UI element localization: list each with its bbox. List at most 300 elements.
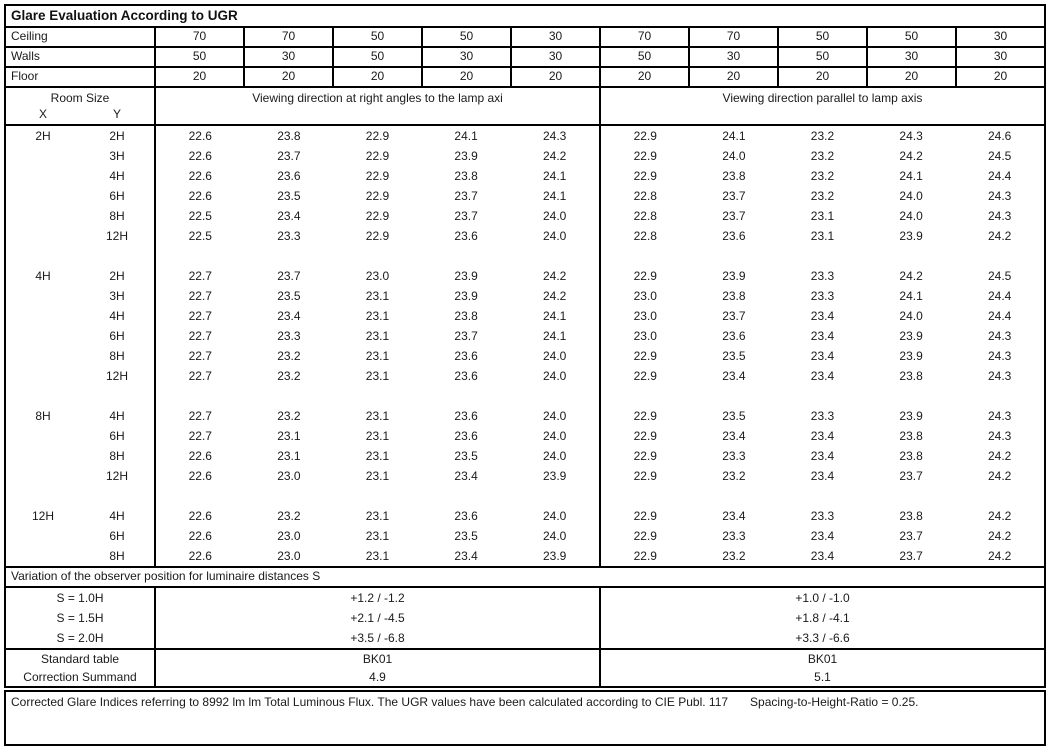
ugr-value-cell: 24.1 (542, 309, 567, 323)
ugr-value-cell: 22.9 (633, 149, 657, 163)
ugr-value-cell: 23.7 (899, 469, 923, 483)
parallel-values (599, 386, 1044, 406)
ugr-value-cell (156, 486, 245, 506)
ugr-value-cell: 23.8 (277, 129, 301, 143)
surface-row-floor (6, 68, 1044, 88)
ugr-value-cell: 23.6 (722, 229, 746, 243)
ugr-value-cell: 22.9 (633, 269, 657, 283)
ugr-value-cell: 23.3 (810, 289, 835, 303)
ugr-value-cell: 23.1 (365, 449, 390, 463)
parallel-values (599, 366, 1044, 386)
ugr-value-cell (778, 246, 867, 266)
room-x-label (6, 206, 80, 226)
ugr-value-cell: 24.3 (987, 349, 1012, 363)
room-x-label: 4H (35, 269, 51, 283)
ugr-value-cell (955, 486, 1044, 506)
ugr-value-cell: 23.7 (899, 549, 923, 563)
room-size-cell (6, 88, 154, 124)
ugr-value-cell: 22.9 (365, 229, 390, 243)
ugr-value-cell: 24.4 (987, 169, 1012, 183)
ugr-value-cell: 22.7 (188, 429, 212, 443)
room-y-label: 4H (109, 169, 125, 183)
ugr-value-cell: 23.7 (454, 209, 478, 223)
ugr-value-cell: 24.2 (542, 149, 567, 163)
ugr-value-cell: 23.1 (365, 549, 390, 563)
room-y-label: 8H (109, 549, 125, 563)
ugr-value-cell: 23.6 (454, 369, 478, 383)
ugr-value-cell: 23.3 (810, 269, 835, 283)
surface-row-walls (6, 48, 1044, 68)
ugr-row (6, 226, 1044, 246)
ugr-value-cell: 23.0 (633, 289, 657, 303)
ugr-value-cell: 22.7 (188, 349, 212, 363)
ugr-value-cell: 23.1 (365, 349, 390, 363)
ugr-value-cell: 24.4 (987, 309, 1012, 323)
ugr-value-cell: 23.8 (899, 449, 923, 463)
ugr-value-cell: 24.2 (542, 269, 567, 283)
surface-value-cell: 50 (154, 48, 243, 66)
ugr-value-cell: 22.6 (188, 529, 212, 543)
surface-label: Ceiling (11, 29, 48, 43)
ugr-value-cell: 22.6 (188, 189, 212, 203)
surface-value-cell: 20 (510, 68, 599, 86)
right-angles-values (154, 486, 599, 506)
ugr-row (6, 166, 1044, 186)
right-angles-values (154, 406, 599, 426)
ugr-value-cell: 24.0 (542, 349, 567, 363)
ugr-value-cell: 22.6 (188, 149, 212, 163)
parallel-values (599, 506, 1044, 526)
ugr-table (4, 4, 1046, 688)
table-title: Glare Evaluation According to UGR (6, 6, 1044, 28)
ugr-value-cell: 22.7 (188, 309, 212, 323)
ugr-value-cell: 23.1 (365, 529, 390, 543)
ugr-value-cell: 22.8 (633, 189, 657, 203)
ugr-value-cell: 23.9 (899, 409, 923, 423)
room-y-label (80, 486, 154, 506)
ugr-value-cell: 23.4 (277, 309, 301, 323)
ugr-value-cell: 23.2 (722, 549, 746, 563)
parallel-values (599, 446, 1044, 466)
room-y-label: 3H (109, 289, 125, 303)
ugr-value-cell: 22.9 (633, 129, 657, 143)
room-y-label: 8H (109, 449, 125, 463)
ugr-value-cell: 24.3 (542, 129, 567, 143)
ugr-value-cell: 23.1 (810, 229, 835, 243)
xy-labels (6, 107, 154, 124)
ugr-value-cell: 22.9 (633, 529, 657, 543)
s-variation-value-right: +3.3 / -6.6 (599, 628, 1044, 648)
ugr-value-cell: 23.1 (810, 209, 835, 223)
ugr-value-cell: 24.0 (899, 309, 923, 323)
ugr-value-cell: 22.7 (188, 289, 212, 303)
ugr-value-cell: 22.9 (365, 209, 390, 223)
ugr-value-cell: 24.2 (987, 469, 1012, 483)
ugr-value-cell: 23.9 (454, 149, 478, 163)
ugr-value-cell: 23.6 (277, 169, 301, 183)
right-angles-values (154, 506, 599, 526)
parallel-values (599, 406, 1044, 426)
ugr-value-cell: 23.4 (722, 369, 746, 383)
ugr-value-cell: 23.1 (365, 469, 390, 483)
ugr-value-cell: 23.3 (810, 409, 835, 423)
room-y-label: 6H (109, 189, 125, 203)
ugr-row (6, 526, 1044, 546)
room-y-label: 8H (109, 349, 125, 363)
room-y-label: 12H (105, 229, 128, 243)
ugr-value-cell (955, 386, 1044, 406)
ugr-value-cell: 23.2 (277, 509, 301, 523)
ugr-value-cell (510, 386, 599, 406)
right-angles-values (154, 306, 599, 326)
ugr-value-cell: 24.3 (987, 329, 1012, 343)
ugr-value-cell: 23.1 (365, 509, 390, 523)
ugr-value-cell: 24.4 (987, 289, 1012, 303)
room-y-label: 12H (105, 369, 128, 383)
surface-value-cell: 20 (332, 68, 421, 86)
summary-rows (6, 650, 1044, 686)
ugr-row (6, 506, 1044, 526)
ugr-value-cell: 24.3 (899, 129, 923, 143)
right-angles-values (154, 206, 599, 226)
ugr-value-cell: 24.2 (987, 549, 1012, 563)
ugr-value-cell: 23.0 (633, 329, 657, 343)
ugr-value-cell: 24.1 (899, 289, 923, 303)
ugr-value-cell: 23.7 (454, 189, 478, 203)
ugr-value-cell: 23.9 (454, 289, 478, 303)
variation-rows (6, 588, 1044, 650)
s-variation-value-left: +1.2 / -1.2 (154, 588, 599, 608)
parallel-values (599, 246, 1044, 266)
spacing-to-height-ratio: Spacing-to-Height-Ratio = 0.25. (750, 695, 919, 709)
ugr-value-cell: 24.3 (987, 189, 1012, 203)
ugr-value-cell (778, 486, 867, 506)
ugr-value-cell: 23.3 (277, 229, 301, 243)
ugr-row (6, 466, 1044, 486)
ugr-value-cell (955, 246, 1044, 266)
ugr-row (6, 306, 1044, 326)
ugr-row (6, 246, 1044, 266)
ugr-value-cell: 23.4 (810, 309, 835, 323)
ugr-value-cell: 24.3 (987, 429, 1012, 443)
ugr-value-cell: 24.6 (987, 129, 1012, 143)
ugr-value-cell: 24.3 (987, 369, 1012, 383)
room-x-label (6, 226, 80, 246)
surface-value-cell: 30 (955, 28, 1044, 46)
correction-summand-row (6, 668, 1044, 686)
standard-table-row (6, 650, 1044, 668)
right-angles-values (154, 266, 599, 286)
ugr-value-cell (690, 386, 779, 406)
standard-table-value-right: BK01 (599, 650, 1044, 668)
ugr-value-cell: 23.2 (277, 349, 301, 363)
right-angles-values (154, 546, 599, 566)
ugr-value-cell: 23.8 (899, 369, 923, 383)
ugr-value-cell: 23.2 (810, 189, 835, 203)
ugr-value-cell: 23.4 (810, 429, 835, 443)
right-angles-values (154, 186, 599, 206)
ugr-value-cell: 24.5 (987, 269, 1012, 283)
ugr-value-cell: 23.2 (810, 129, 835, 143)
room-x-label (6, 306, 80, 326)
ugr-value-cell: 23.4 (722, 509, 746, 523)
s-distance-label: S = 1.5H (56, 611, 104, 625)
ugr-value-cell: 22.9 (633, 169, 657, 183)
ugr-value-cell: 24.1 (899, 169, 923, 183)
ugr-value-cell: 22.9 (633, 349, 657, 363)
parallel-values (599, 306, 1044, 326)
ugr-value-cell: 23.9 (542, 549, 567, 563)
right-angles-values (154, 526, 599, 546)
parallel-values (599, 146, 1044, 166)
ugr-value-cell: 22.8 (633, 209, 657, 223)
surface-value-cell: 20 (421, 68, 510, 86)
ugr-row (6, 366, 1044, 386)
surface-value-cell: 70 (154, 28, 243, 46)
surface-value-cell: 50 (866, 28, 955, 46)
surface-value-cell: 30 (510, 28, 599, 46)
ugr-value-cell: 23.2 (810, 169, 835, 183)
surface-value-cell: 20 (154, 68, 243, 86)
ugr-value-cell: 24.0 (542, 229, 567, 243)
ugr-row (6, 326, 1044, 346)
ugr-value-cell: 22.9 (365, 189, 390, 203)
right-angles-values (154, 126, 599, 146)
ugr-value-cell: 24.3 (987, 209, 1012, 223)
ugr-value-cell: 24.1 (722, 129, 746, 143)
room-size-header (6, 88, 1044, 126)
ugr-value-cell: 23.9 (899, 229, 923, 243)
ugr-value-cell: 23.2 (277, 409, 301, 423)
ugr-value-cell (690, 486, 779, 506)
room-x-label (6, 166, 80, 186)
ugr-value-cell: 23.6 (454, 409, 478, 423)
ugr-value-cell: 23.5 (722, 349, 746, 363)
ugr-value-cell: 23.4 (722, 429, 746, 443)
surface-value-cell: 20 (955, 68, 1044, 86)
right-angles-values (154, 346, 599, 366)
ugr-value-cell: 23.3 (722, 529, 746, 543)
s-variation-value-right: +1.8 / -4.1 (599, 608, 1044, 628)
ugr-value-cell: 23.5 (454, 449, 478, 463)
ugr-value-cell: 23.4 (810, 329, 835, 343)
ugr-value-cell: 24.5 (987, 149, 1012, 163)
correction-summand-value-right: 5.1 (599, 668, 1044, 686)
ugr-row (6, 266, 1044, 286)
right-angles-values (154, 466, 599, 486)
surface-value-cell: 70 (243, 28, 332, 46)
ugr-value-cell: 23.1 (365, 309, 390, 323)
ugr-value-cell: 23.9 (899, 349, 923, 363)
ugr-value-cell: 23.7 (454, 329, 478, 343)
ugr-value-cell: 22.8 (633, 229, 657, 243)
ugr-value-cell: 22.9 (633, 549, 657, 563)
ugr-row (6, 126, 1044, 146)
ugr-value-cell (156, 246, 245, 266)
room-x-label (6, 346, 80, 366)
ugr-value-cell: 24.0 (899, 189, 923, 203)
ugr-value-cell: 24.2 (987, 449, 1012, 463)
surface-rows (6, 28, 1044, 88)
ugr-data-area (6, 126, 1044, 568)
s-row (6, 608, 1044, 628)
ugr-value-cell (510, 486, 599, 506)
ugr-value-cell (422, 246, 511, 266)
s-variation-value-left: +2.1 / -4.5 (154, 608, 599, 628)
ugr-row (6, 286, 1044, 306)
surface-value-cell: 50 (777, 48, 866, 66)
ugr-value-cell: 22.6 (188, 509, 212, 523)
room-y-label (80, 246, 154, 266)
ugr-value-cell: 24.0 (542, 369, 567, 383)
ugr-row (6, 546, 1044, 566)
ugr-value-cell: 24.0 (542, 449, 567, 463)
surface-value-cell: 50 (599, 48, 688, 66)
ugr-value-cell: 23.9 (722, 269, 746, 283)
parallel-values (599, 466, 1044, 486)
ugr-value-cell: 23.8 (454, 309, 478, 323)
ugr-value-cell: 22.6 (188, 469, 212, 483)
parallel-values (599, 286, 1044, 306)
room-y-label: 4H (109, 309, 125, 323)
ugr-value-cell: 22.7 (188, 409, 212, 423)
ugr-value-cell: 23.5 (277, 289, 301, 303)
x-axis-label: X (38, 107, 47, 121)
ugr-value-cell: 23.7 (722, 189, 746, 203)
ugr-value-cell: 22.7 (188, 369, 212, 383)
ugr-value-cell: 23.0 (277, 549, 301, 563)
parallel-values (599, 126, 1044, 146)
ugr-value-cell: 23.1 (277, 449, 301, 463)
surface-label: Floor (11, 69, 39, 83)
room-y-label: 2H (109, 129, 125, 143)
ugr-value-cell: 22.5 (188, 229, 212, 243)
parallel-values (599, 526, 1044, 546)
room-y-label: 6H (109, 329, 125, 343)
ugr-value-cell: 23.1 (365, 369, 390, 383)
ugr-value-cell: 22.9 (633, 469, 657, 483)
surface-value-cell: 50 (332, 48, 421, 66)
ugr-value-cell: 23.7 (722, 309, 746, 323)
right-angles-values (154, 426, 599, 446)
ugr-value-cell: 23.0 (633, 309, 657, 323)
room-x-label (6, 486, 80, 506)
room-y-label: 2H (109, 269, 125, 283)
surface-value-cell: 30 (510, 48, 599, 66)
footer-text: Corrected Glare Indices referring to 8992 lm lm Total Luminous Flux. The UGR values have been calculated according to CIE Publ. 117 (11, 695, 729, 709)
ugr-value-cell: 24.2 (542, 289, 567, 303)
ugr-row (6, 146, 1044, 166)
ugr-value-cell (156, 386, 245, 406)
room-x-label (6, 546, 80, 566)
ugr-value-cell: 24.1 (542, 189, 567, 203)
parallel-values (599, 166, 1044, 186)
surface-value-cell: 50 (777, 28, 866, 46)
room-y-label: 4H (109, 409, 125, 423)
ugr-value-cell: 23.4 (810, 469, 835, 483)
ugr-value-cell: 23.1 (365, 429, 390, 443)
ugr-value-cell: 24.2 (899, 149, 923, 163)
ugr-value-cell (778, 386, 867, 406)
parallel-values (599, 346, 1044, 366)
ugr-value-cell: 23.1 (277, 429, 301, 443)
ugr-value-cell: 23.4 (454, 469, 478, 483)
ugr-value-cell: 23.2 (810, 149, 835, 163)
surface-value-cell: 50 (421, 28, 510, 46)
ugr-row (6, 446, 1044, 466)
ugr-value-cell (333, 246, 422, 266)
ugr-value-cell: 23.5 (277, 189, 301, 203)
ugr-value-cell: 23.7 (899, 529, 923, 543)
ugr-row (6, 486, 1044, 506)
surface-value-cell: 50 (332, 28, 421, 46)
ugr-value-cell: 22.7 (188, 269, 212, 283)
ugr-value-cell: 24.2 (987, 229, 1012, 243)
ugr-value-cell: 23.5 (722, 409, 746, 423)
ugr-value-cell: 23.1 (365, 409, 390, 423)
parallel-values (599, 486, 1044, 506)
right-angles-values (154, 246, 599, 266)
ugr-value-cell: 22.6 (188, 549, 212, 563)
correction-summand-value-left: 4.9 (154, 668, 599, 686)
right-angles-values (154, 366, 599, 386)
ugr-value-cell: 23.6 (454, 229, 478, 243)
ugr-value-cell: 23.8 (899, 509, 923, 523)
surface-value-cell: 30 (688, 48, 777, 66)
room-x-label: 8H (35, 409, 51, 423)
ugr-value-cell: 23.4 (810, 449, 835, 463)
ugr-value-cell: 23.0 (277, 469, 301, 483)
ugr-value-cell: 22.9 (633, 409, 657, 423)
ugr-value-cell: 24.0 (542, 429, 567, 443)
footer-note (4, 690, 1046, 746)
right-angles-values (154, 226, 599, 246)
room-y-label: 6H (109, 529, 125, 543)
ugr-value-cell (601, 386, 690, 406)
ugr-value-cell: 24.3 (987, 409, 1012, 423)
ugr-value-cell: 22.9 (365, 129, 390, 143)
ugr-value-cell: 22.9 (633, 429, 657, 443)
room-x-label (6, 186, 80, 206)
parallel-values (599, 326, 1044, 346)
room-x-label (6, 146, 80, 166)
ugr-value-cell: 22.6 (188, 129, 212, 143)
ugr-value-cell: 22.6 (188, 449, 212, 463)
s-row (6, 588, 1044, 608)
ugr-value-cell: 23.7 (277, 269, 301, 283)
parallel-values (599, 226, 1044, 246)
ugr-value-cell: 24.2 (987, 529, 1012, 543)
room-x-label (6, 446, 80, 466)
standard-table-label: Standard table (40, 652, 120, 666)
right-angles-values (154, 386, 599, 406)
ugr-value-cell: 22.9 (365, 149, 390, 163)
ugr-value-cell: 24.2 (899, 269, 923, 283)
ugr-value-cell: 23.4 (810, 549, 835, 563)
ugr-value-cell: 22.7 (188, 329, 212, 343)
surface-value-cell: 70 (688, 28, 777, 46)
ugr-value-cell: 23.0 (277, 529, 301, 543)
surface-label: Walls (11, 49, 40, 63)
viewing-direction-parallel-heading: Viewing direction parallel to lamp axis (599, 88, 1044, 124)
ugr-value-cell: 23.1 (365, 289, 390, 303)
surface-value-cell: 20 (243, 68, 332, 86)
ugr-value-cell: 23.6 (454, 349, 478, 363)
ugr-value-cell: 24.1 (454, 129, 478, 143)
ugr-value-cell: 23.3 (722, 449, 746, 463)
ugr-value-cell (245, 486, 334, 506)
right-angles-values (154, 146, 599, 166)
